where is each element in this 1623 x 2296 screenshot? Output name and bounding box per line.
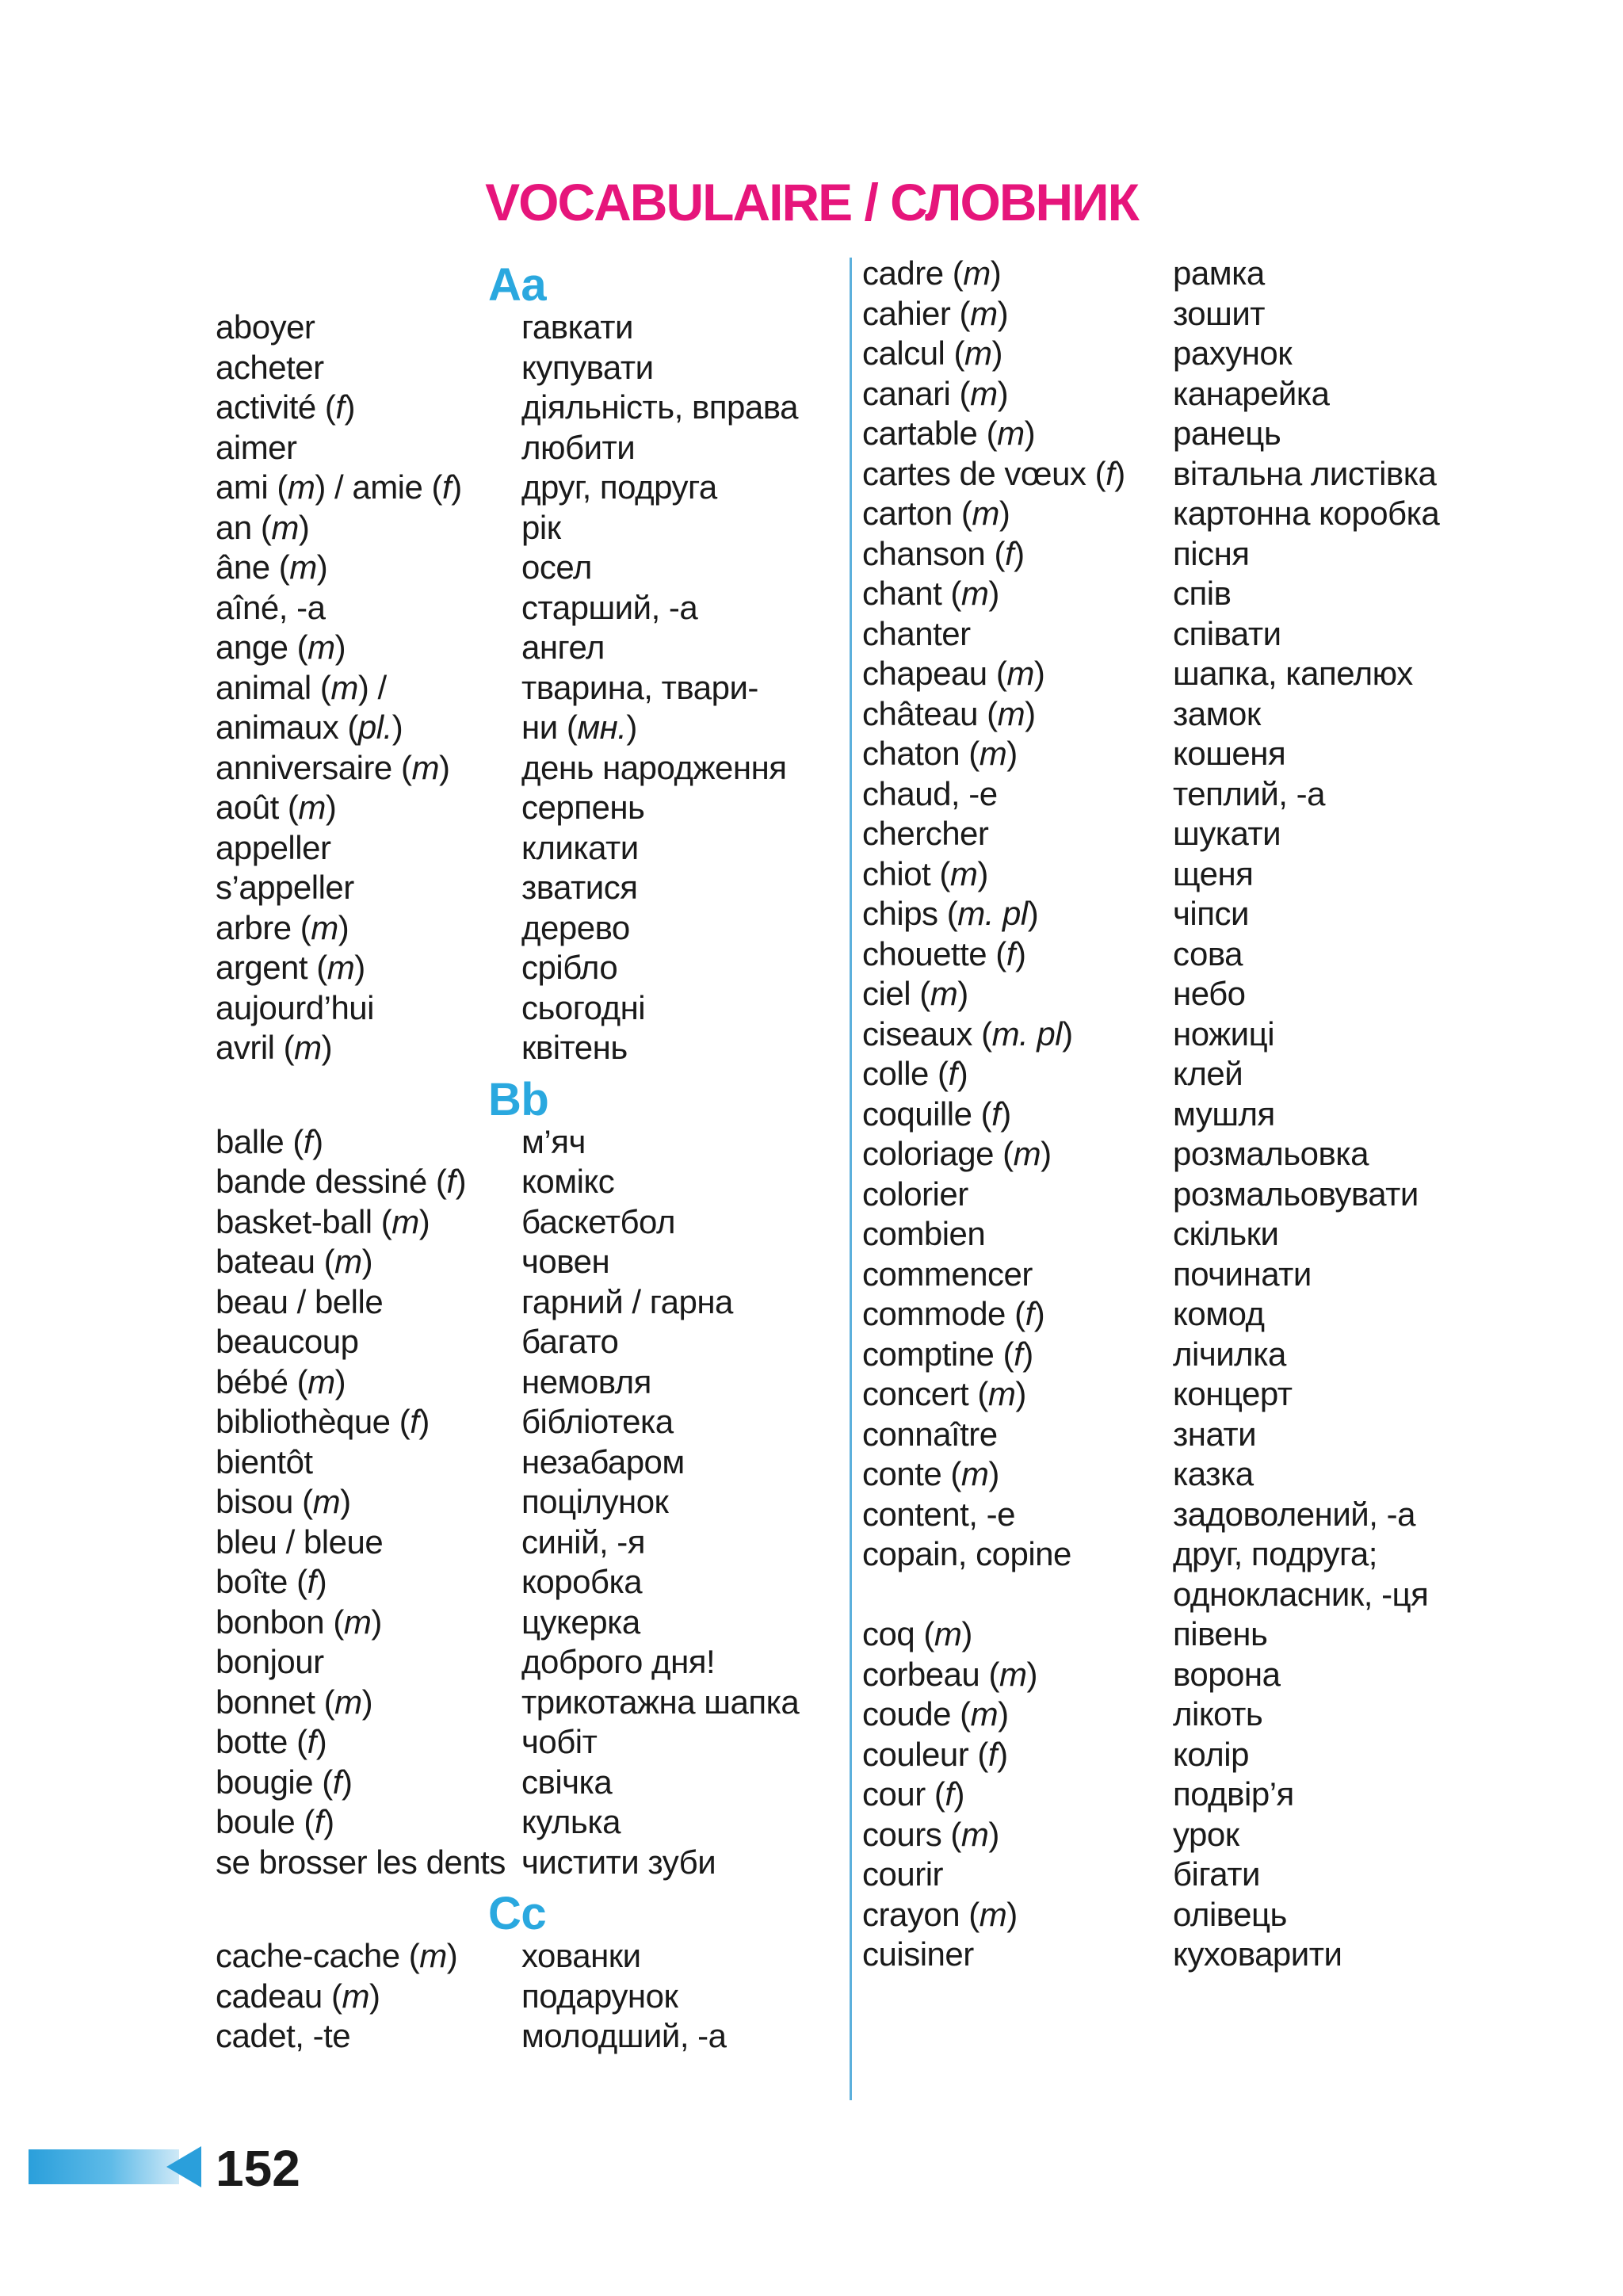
ukrainian-translation: щеня	[1173, 854, 1254, 892]
ukrainian-translation: немовля	[521, 1362, 651, 1400]
french-word: conte (m)	[862, 1455, 999, 1492]
french-word: cours (m)	[862, 1815, 999, 1853]
french-word: chapeau (m)	[862, 655, 1045, 692]
vocab-entry	[862, 1134, 1575, 1175]
vocab-entry	[216, 1802, 850, 1843]
ukrainian-translation: комод	[1173, 1295, 1265, 1332]
vocab-entry	[862, 574, 1575, 614]
vocab-entry	[862, 974, 1575, 1014]
french-word: canari (m)	[862, 374, 1009, 412]
french-word: bateau (m)	[216, 1243, 373, 1280]
vocab-entry	[216, 948, 850, 988]
vocab-entry	[862, 1534, 1575, 1575]
ukrainian-translation: чіпси	[1173, 895, 1249, 932]
french-word: commode (f)	[862, 1295, 1045, 1332]
french-word: âne (m)	[216, 548, 328, 586]
french-word: aujourd’hui	[216, 988, 374, 1026]
ukrainian-translation: концерт	[1173, 1375, 1293, 1412]
vocab-entry	[216, 1936, 850, 1977]
vocab-entry	[862, 1815, 1575, 1855]
french-word: connaître	[862, 1415, 998, 1453]
french-word: bonjour	[216, 1643, 324, 1680]
french-word: chaton (m)	[862, 735, 1018, 772]
vocab-entry	[862, 1454, 1575, 1495]
french-word: colorier	[862, 1175, 968, 1213]
vocab-entry	[862, 694, 1575, 735]
ukrainian-translation: лічилка	[1173, 1335, 1286, 1373]
vocab-entry	[862, 1575, 1575, 1615]
vocab-entry	[216, 868, 850, 908]
ukrainian-translation: кулька	[521, 1803, 621, 1840]
french-word: cartes de vœux (f)	[862, 454, 1125, 492]
french-word: bébé (m)	[216, 1362, 346, 1400]
ukrainian-translation: пісня	[1173, 534, 1250, 572]
ukrainian-translation: скільки	[1173, 1215, 1279, 1252]
vocab-entry	[862, 1335, 1575, 1375]
vocab-entry	[216, 1482, 850, 1522]
vocab-entry	[216, 388, 850, 428]
french-word: se brosser les dents	[216, 1843, 506, 1881]
vocab-entry	[862, 894, 1575, 934]
french-word: copain, copine	[862, 1535, 1071, 1572]
french-word: botte (f)	[216, 1723, 327, 1760]
ukrainian-translation: комікс	[521, 1163, 615, 1200]
french-word: cadeau (m)	[216, 1977, 380, 2015]
ukrainian-translation: старший, -а	[521, 588, 698, 626]
vocab-entry	[862, 1895, 1575, 1935]
french-word: ami (m) / amie (f)	[216, 468, 462, 506]
vocab-entry	[216, 1242, 850, 1282]
ukrainian-translation: бігати	[1173, 1855, 1260, 1893]
ukrainian-translation: олівець	[1173, 1895, 1287, 1933]
vocab-entry	[216, 1603, 850, 1643]
ukrainian-translation: гавкати	[521, 308, 633, 346]
ukrainian-translation: шукати	[1173, 815, 1281, 852]
vocab-entry	[216, 908, 850, 949]
ukrainian-translation: казка	[1173, 1455, 1254, 1492]
ukrainian-translation: хованки	[521, 1937, 641, 1974]
letter-heading: Bb	[488, 1073, 549, 1125]
french-word: balle (f)	[216, 1122, 323, 1160]
vocab-entry	[216, 748, 850, 789]
ukrainian-translation: друг, подруга;	[1173, 1535, 1377, 1572]
vocab-entry	[216, 1322, 850, 1362]
vocab-entry	[862, 1694, 1575, 1735]
ukrainian-translation: чобіт	[521, 1723, 598, 1760]
ukrainian-translation: вітальна листівка	[1173, 454, 1437, 492]
vocab-entry	[216, 308, 850, 348]
ukrainian-translation: однокласник, -ця	[1173, 1575, 1429, 1613]
vocab-entry	[862, 1935, 1575, 1975]
ukrainian-translation: сова	[1173, 934, 1243, 972]
french-word: chips (m. pl)	[862, 895, 1039, 932]
vocab-entry	[862, 374, 1575, 415]
ukrainian-translation: діяльність, вправа	[521, 388, 798, 426]
vocab-entry	[862, 654, 1575, 694]
french-word: chanson (f)	[862, 534, 1025, 572]
vocab-entry	[216, 588, 850, 628]
vocab-entry	[862, 1415, 1575, 1455]
vocab-entry	[216, 668, 850, 709]
french-word: concert (m)	[862, 1375, 1026, 1412]
french-word: coquille (f)	[862, 1095, 1011, 1133]
french-word: bibliothèque (f)	[216, 1403, 430, 1440]
ukrainian-translation: молодший, -а	[521, 2017, 727, 2054]
french-word: bande dessiné (f)	[216, 1163, 467, 1200]
french-word: cache-cache (m)	[216, 1937, 458, 1974]
letter-heading: Cc	[488, 1888, 547, 1939]
ukrainian-translation: ножиці	[1173, 1014, 1275, 1052]
french-word: couleur (f)	[862, 1735, 1008, 1773]
ukrainian-translation: друг, подруга	[521, 468, 717, 506]
french-word: août (m)	[216, 789, 337, 826]
french-word: cuisiner	[862, 1935, 974, 1973]
french-word: aimer	[216, 428, 297, 466]
vocabulary-column-left	[216, 254, 850, 2057]
ukrainian-translation: рамка	[1173, 254, 1265, 292]
french-word: animaux (pl.)	[216, 709, 403, 746]
ukrainian-translation: шапка, капелюх	[1173, 655, 1413, 692]
french-word: appeller	[216, 828, 331, 866]
ukrainian-translation: розмальовка	[1173, 1135, 1369, 1172]
ukrainian-translation: зошит	[1173, 294, 1266, 332]
page-number: 152	[216, 2140, 300, 2197]
column-divider	[850, 258, 852, 2100]
ukrainian-translation: рік	[521, 508, 561, 546]
french-word: bleu / bleue	[216, 1522, 384, 1561]
vocab-entry	[862, 734, 1575, 774]
french-word: content, -e	[862, 1495, 1015, 1533]
vocab-entry	[216, 828, 850, 869]
vocab-entry	[216, 628, 850, 668]
french-word: arbre (m)	[216, 908, 349, 946]
french-word: ciseaux (m. pl)	[862, 1014, 1073, 1052]
ukrainian-translation: поцілунок	[521, 1483, 669, 1520]
vocab-entry	[216, 1522, 850, 1563]
vocab-entry	[862, 294, 1575, 334]
french-word: an (m)	[216, 508, 310, 546]
vocab-entry	[862, 1294, 1575, 1335]
vocab-entry	[216, 1028, 850, 1068]
vocab-entry	[862, 534, 1575, 575]
french-word: calcul (m)	[862, 334, 1003, 372]
vocab-entry	[216, 2016, 850, 2057]
french-word: chiot (m)	[862, 854, 988, 892]
french-word: bonbon (m)	[216, 1603, 382, 1641]
vocab-entry	[862, 494, 1575, 534]
ukrainian-translation: знати	[1173, 1415, 1257, 1453]
french-word: cadre (m)	[862, 254, 1002, 292]
french-word: coq (m)	[862, 1615, 972, 1652]
ukrainian-translation: подвір’я	[1173, 1775, 1294, 1813]
vocab-entry	[862, 454, 1575, 495]
french-word: carton (m)	[862, 495, 1010, 532]
vocab-entry	[862, 614, 1575, 655]
vocab-entry	[862, 1014, 1575, 1055]
ukrainian-translation: лікоть	[1173, 1695, 1263, 1733]
vocab-entry	[862, 1735, 1575, 1775]
vocab-entry	[216, 1122, 850, 1163]
ukrainian-translation: тварина, твари-	[521, 668, 758, 706]
ukrainian-translation: колір	[1173, 1735, 1249, 1773]
french-word: beaucoup	[216, 1323, 359, 1360]
vocab-entry	[216, 508, 850, 548]
french-word: boule (f)	[216, 1803, 334, 1840]
vocab-entry	[862, 854, 1575, 895]
ukrainian-translation: чистити зуби	[521, 1843, 716, 1881]
ukrainian-translation: бібліотека	[521, 1403, 674, 1440]
vocab-entry	[862, 1495, 1575, 1535]
ukrainian-translation: цукерка	[521, 1603, 640, 1641]
vocab-entry	[862, 1054, 1575, 1095]
ukrainian-translation: м’яч	[521, 1122, 586, 1160]
ukrainian-translation: півень	[1173, 1615, 1268, 1652]
vocab-entry	[862, 814, 1575, 854]
vocab-entry	[216, 1442, 850, 1483]
ukrainian-translation: любити	[521, 428, 636, 466]
ukrainian-translation: гарний / гарна	[521, 1282, 733, 1320]
ukrainian-translation: ранець	[1173, 415, 1281, 452]
vocab-entry	[862, 934, 1575, 975]
ukrainian-translation: ворона	[1173, 1655, 1281, 1693]
ukrainian-translation: доброго дня!	[521, 1643, 716, 1680]
vocab-entry	[862, 1775, 1575, 1815]
vocab-entry	[216, 1843, 850, 1883]
ukrainian-translation: співати	[1173, 614, 1281, 652]
french-word: bientôt	[216, 1442, 313, 1480]
vocab-entry	[216, 348, 850, 388]
french-word: beau / belle	[216, 1282, 384, 1320]
french-word: cadet, -te	[216, 2017, 351, 2054]
ukrainian-translation: мушля	[1173, 1095, 1275, 1133]
french-word: comptine (f)	[862, 1335, 1033, 1373]
french-word: chant (m)	[862, 575, 999, 612]
vocab-entry	[862, 1855, 1575, 1895]
french-word: activité (f)	[216, 388, 356, 426]
vocab-entry	[862, 1175, 1575, 1215]
french-word: bisou (m)	[216, 1483, 351, 1520]
ukrainian-translation: день народження	[521, 748, 787, 786]
vocab-entry	[216, 1977, 850, 2017]
french-word: argent (m)	[216, 949, 365, 986]
vocab-entry	[862, 1255, 1575, 1295]
ukrainian-translation: ни (мн.)	[521, 709, 637, 746]
french-word: animal (m) /	[216, 668, 387, 706]
vocab-entry	[216, 428, 850, 468]
ukrainian-translation: подарунок	[521, 1977, 678, 2015]
french-word: cartable (m)	[862, 415, 1036, 452]
vocab-entry	[216, 1763, 850, 1803]
vocab-entry	[216, 1562, 850, 1603]
vocab-entry	[862, 1214, 1575, 1255]
ukrainian-translation: кошеня	[1173, 735, 1286, 772]
vocab-entry	[216, 788, 850, 828]
french-word: colle (f)	[862, 1055, 968, 1092]
footer-gradient-bar	[29, 2149, 179, 2184]
vocab-entry	[862, 1655, 1575, 1695]
french-word: commencer	[862, 1255, 1033, 1293]
vocab-entry	[216, 1683, 850, 1723]
french-word: avril (m)	[216, 1029, 333, 1066]
ukrainian-translation: баскетбол	[521, 1202, 675, 1240]
ukrainian-translation: синій, -я	[521, 1522, 646, 1561]
french-word: coude (m)	[862, 1695, 1009, 1733]
french-word: aboyer	[216, 308, 315, 346]
ukrainian-translation: картонна коробка	[1173, 495, 1440, 532]
vocabulary-column-right	[862, 254, 1575, 1975]
french-word: coloriage (m)	[862, 1135, 1052, 1172]
french-word: corbeau (m)	[862, 1655, 1037, 1693]
french-word: cahier (m)	[862, 294, 1009, 332]
ukrainian-translation: серпень	[521, 789, 645, 826]
ukrainian-translation: осел	[521, 548, 592, 586]
french-word: chouette (f)	[862, 934, 1026, 972]
french-word: cour (f)	[862, 1775, 965, 1813]
ukrainian-translation: урок	[1173, 1815, 1239, 1853]
ukrainian-translation: човен	[521, 1243, 610, 1280]
page-title: VOCABULAIRE / СЛОВНИК	[485, 173, 1138, 231]
french-word: basket-ball (m)	[216, 1202, 430, 1240]
french-word: acheter	[216, 348, 324, 386]
french-word: anniversaire (m)	[216, 748, 450, 786]
vocab-entry	[862, 414, 1575, 454]
french-word: crayon (m)	[862, 1895, 1018, 1933]
ukrainian-translation: рахунок	[1173, 334, 1293, 372]
vocab-entry	[216, 708, 850, 748]
vocab-entry	[216, 1162, 850, 1202]
ukrainian-translation: розмальовувати	[1173, 1175, 1419, 1213]
french-word: bougie (f)	[216, 1763, 353, 1801]
ukrainian-translation: починати	[1173, 1255, 1312, 1293]
ukrainian-translation: канарейка	[1173, 374, 1330, 412]
french-word: chaud, -e	[862, 774, 998, 812]
vocab-entry	[216, 1362, 850, 1403]
ukrainian-translation: свічка	[521, 1763, 613, 1801]
french-word: courir	[862, 1855, 944, 1893]
vocab-entry	[862, 1614, 1575, 1655]
vocab-entry	[216, 1642, 850, 1683]
ukrainian-translation: квітень	[521, 1029, 628, 1066]
french-word: chercher	[862, 815, 989, 852]
ukrainian-translation: трикотажна шапка	[521, 1683, 800, 1721]
vocab-entry	[216, 468, 850, 508]
french-word: château (m)	[862, 694, 1036, 732]
ukrainian-translation: ангел	[521, 628, 605, 666]
ukrainian-translation: незабаром	[521, 1442, 685, 1480]
ukrainian-translation: спів	[1173, 575, 1232, 612]
vocab-entry	[862, 254, 1575, 294]
ukrainian-translation: сьогодні	[521, 988, 646, 1026]
ukrainian-translation: замок	[1173, 694, 1261, 732]
ukrainian-translation: куховарити	[1173, 1935, 1342, 1973]
french-word: chanter	[862, 614, 971, 652]
vocab-entry	[216, 1402, 850, 1442]
vocab-entry	[216, 1282, 850, 1323]
vocab-entry	[216, 1722, 850, 1763]
vocab-entry	[862, 334, 1575, 374]
vocab-entry	[862, 1374, 1575, 1415]
ukrainian-translation: купувати	[521, 348, 654, 386]
ukrainian-translation: срібло	[521, 949, 618, 986]
vocab-entry	[862, 774, 1575, 815]
ukrainian-translation: задоволений, -а	[1173, 1495, 1415, 1533]
french-word: bonnet (m)	[216, 1683, 373, 1721]
letter-heading: Aa	[488, 259, 547, 311]
ukrainian-translation: багато	[521, 1323, 619, 1360]
footer-arrow-icon	[166, 2146, 201, 2187]
french-word: aîné, -a	[216, 588, 326, 626]
ukrainian-translation: кликати	[521, 828, 639, 866]
vocab-entry	[216, 548, 850, 588]
french-word: ange (m)	[216, 628, 346, 666]
vocab-entry	[216, 1202, 850, 1243]
french-word: ciel (m)	[862, 975, 968, 1012]
french-word: combien	[862, 1215, 986, 1252]
ukrainian-translation: дерево	[521, 908, 630, 946]
ukrainian-translation: небо	[1173, 975, 1246, 1012]
ukrainian-translation: теплий, -а	[1173, 774, 1325, 812]
french-word: boîte (f)	[216, 1563, 327, 1600]
ukrainian-translation: зватися	[521, 869, 638, 906]
vocab-entry	[216, 988, 850, 1029]
french-word: s’appeller	[216, 869, 354, 906]
vocab-entry	[862, 1095, 1575, 1135]
ukrainian-translation: клей	[1173, 1055, 1243, 1092]
ukrainian-translation: коробка	[521, 1563, 643, 1600]
